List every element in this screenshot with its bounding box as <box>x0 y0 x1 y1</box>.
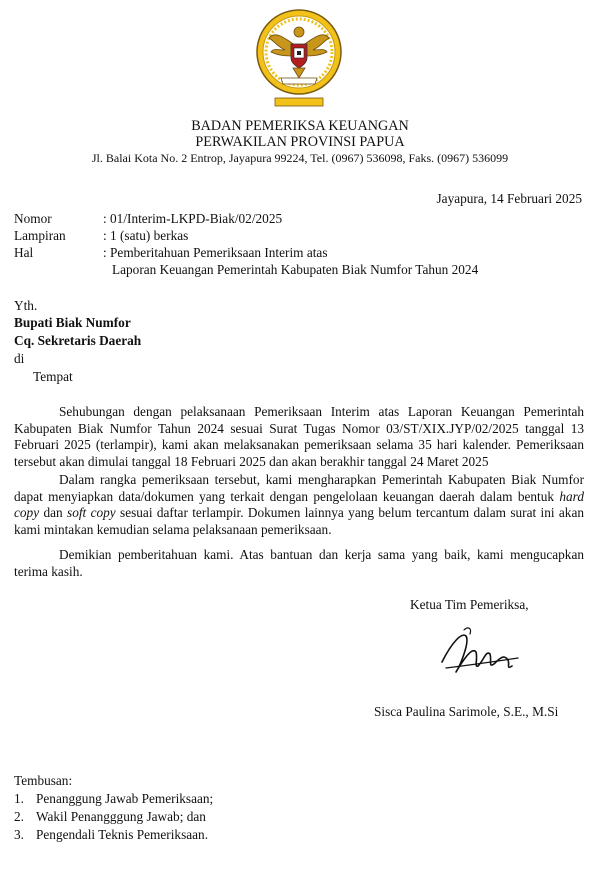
yth: Yth. <box>14 298 38 313</box>
tembusan-item-3: Pengendali Teknis Pemeriksaan. <box>36 827 209 842</box>
lampiran-value: : 1 (satu) berkas <box>103 228 189 243</box>
nomor-value: : 01/Interim-LKPD-Biak/02/2025 <box>103 211 283 226</box>
paragraph-2-part-b: dan <box>39 505 68 520</box>
tembusan-item-2: Wakil Penangggung Jawab; dan <box>36 809 206 824</box>
signer-title: Ketua Tim Pemeriksa, <box>410 597 529 612</box>
recipient-cq: Cq. Sekretaris Daerah <box>14 333 142 348</box>
hal-value-1: : Pemberitahuan Pemeriksaan Interim atas <box>103 245 328 260</box>
recipient-di: di <box>14 351 25 366</box>
hal-value-2: Laporan Keuangan Pemerintah Kabupaten Biak Numfor Tahun 2024 <box>112 262 479 277</box>
tembusan-item-1: Penanggung Jawab Pemeriksaan; <box>36 791 214 806</box>
hal-label: Hal <box>14 245 34 260</box>
handwritten-signature <box>432 622 522 682</box>
tembusan-item-3-num: 3. <box>14 827 24 842</box>
org-address: Jl. Balai Kota No. 2 Entrop, Jayapura 99224, Tel. (0967) 536098, Faks. (0967) 536099 <box>91 151 509 165</box>
org-name: BADAN PEMERIKSA KEUANGAN <box>191 118 409 134</box>
paragraph-2-part-a: Dalam rangka pemeriksaan tersebut, kami mengharapkan Pemerintah Kabupaten Biak Numfor dapat menyiapkan data/dokumen yang terkait dengan pengelolaan keuangan daerah dalam bentuk <box>14 472 584 504</box>
soft-copy-text: soft copy <box>67 505 116 520</box>
tembusan-item-2-num: 2. <box>14 809 24 824</box>
nomor-label: Nomor <box>14 211 52 226</box>
paragraph-3: Demikian pemberitahuan kami. Atas bantuan dan kerja sama yang baik, kami mengucapkan terima kasih. <box>14 547 584 579</box>
branch-name: PERWAKILAN PROVINSI PAPUA <box>195 134 405 150</box>
paragraph-2 <box>14 472 584 538</box>
garuda-emblem-logo <box>255 8 343 112</box>
recipient-name: Bupati Biak Numfor <box>14 315 131 330</box>
hard-copy-text: hard copy <box>14 488 584 520</box>
tembusan-label: Tembusan: <box>14 773 73 788</box>
letter-date: Jayapura, 14 Februari 2025 <box>436 191 582 206</box>
tembusan-item-1-num: 1. <box>14 791 24 806</box>
paragraph-2-part-c: sesuai daftar terlampir. Dokumen lainnya yang belum tercantum dalam surat ini akan kami mintakan kemudian selama pelaksanaan pemeriksaan. <box>14 505 584 537</box>
recipient-tempat: Tempat <box>33 369 73 384</box>
paragraph-1: Sehubungan dengan pelaksanaan Pemeriksaan Interim atas Laporan Keuangan Pemerintah Kabupaten Biak Numfor Tahun 2024 sesuai Surat Tugas Nomor 03/ST/XIX.JYP/02/2025 tanggal 13 Februari 2025 (terlampir), kami akan melaksanakan pemeriksaan selama 35 hari kalender. Pemeriksaan tersebut akan dimulai tanggal 18 Februari 2025 dan akan berakhir tanggal 24 Maret 2025 <box>14 404 584 469</box>
lampiran-label: Lampiran <box>14 228 66 243</box>
signer-name: Sisca Paulina Sarimole, S.E., M.Si <box>374 704 559 719</box>
